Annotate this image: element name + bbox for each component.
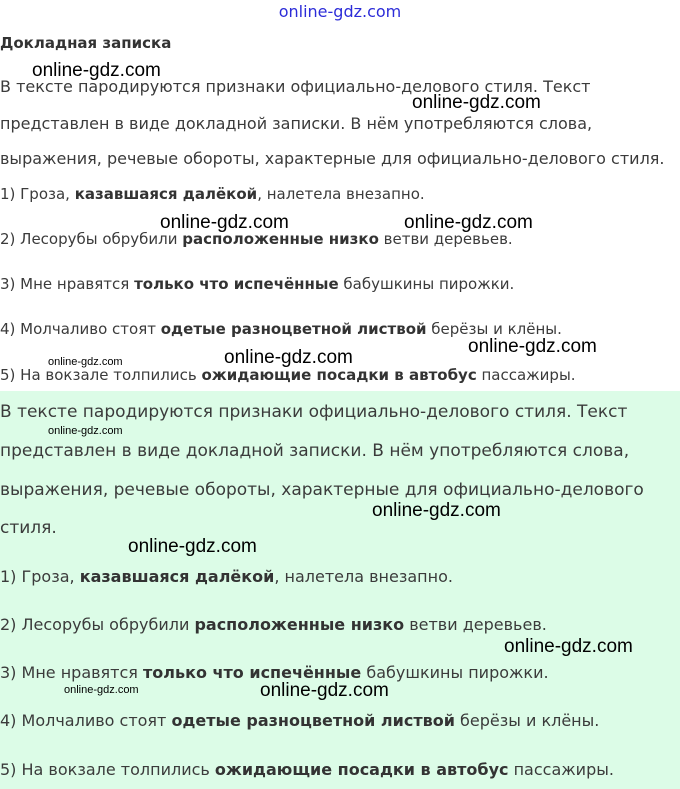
answer-list-item: [0, 567, 453, 586]
list-item: [0, 275, 514, 293]
item-bold-phrase: только что испечённые: [143, 663, 362, 682]
item-text: бабушкины пирожки.: [361, 663, 549, 682]
watermark: online-gdz.com: [32, 60, 161, 81]
watermark: online-gdz.com: [224, 347, 353, 368]
answer-list-item: [0, 711, 599, 730]
item-text: ветви деревьев.: [404, 615, 547, 634]
watermark: online-gdz.com: [48, 356, 123, 368]
item-text: берёзы и клёны.: [426, 320, 562, 338]
site-header-link[interactable]: online-gdz.com: [278, 2, 402, 21]
item-text: 1) Гроза,: [0, 185, 75, 203]
answer-list-item: [0, 615, 547, 634]
page-title: Докладная записка: [0, 34, 172, 52]
answer-line-1: В тексте пародируются признаки официально-делового стиля. Текст: [0, 402, 628, 422]
item-bold-phrase: одетые разноцветной листвой: [160, 320, 427, 338]
watermark: online-gdz.com: [372, 500, 501, 521]
item-text: 4) Молчаливо стоят: [0, 320, 161, 338]
item-text: пассажиры.: [476, 366, 576, 384]
watermark: online-gdz.com: [128, 536, 257, 557]
item-text: 5) На вокзале толпились: [0, 366, 202, 384]
answer-line-2: представлен в виде докладной записки. В нём употребляются слова,: [0, 441, 630, 461]
item-text: 2) Лесорубы обрубили: [0, 615, 195, 634]
item-text: 5) На вокзале толпились: [0, 760, 215, 779]
list-item: [0, 185, 425, 203]
answer-line-3: выражения, речевые обороты, характерные для официально-делового: [0, 480, 644, 500]
item-text: 3) Мне нравятся: [0, 663, 144, 682]
item-text: 2) Лесорубы обрубили: [0, 230, 183, 248]
item-text: бабушкины пирожки.: [338, 275, 515, 293]
item-text: 4) Молчаливо стоят: [0, 711, 172, 730]
watermark: online-gdz.com: [64, 684, 139, 696]
watermark: online-gdz.com: [48, 425, 123, 437]
answer-list-item: [0, 760, 614, 779]
item-text: берёзы и клёны.: [454, 711, 600, 730]
item-bold-phrase: расположенные низко: [182, 230, 379, 248]
watermark: online-gdz.com: [412, 92, 541, 113]
intro-line-3: выражения, речевые обороты, характерные для официально-делового стиля.: [0, 149, 665, 168]
item-bold-phrase: ожидающие посадки в автобус: [214, 760, 509, 779]
item-text: пассажиры.: [508, 760, 614, 779]
intro-line-1: В тексте пародируются признаки официально-делового стиля. Текст: [0, 77, 591, 96]
item-bold-phrase: расположенные низко: [194, 615, 405, 634]
watermark: online-gdz.com: [468, 336, 597, 357]
watermark: online-gdz.com: [160, 212, 289, 233]
item-bold-phrase: казавшаяся далёкой: [79, 567, 275, 586]
answer-line-4: стиля.: [0, 518, 57, 538]
item-text: 1) Гроза,: [0, 567, 80, 586]
item-bold-phrase: одетые разноцветной листвой: [171, 711, 455, 730]
watermark: online-gdz.com: [260, 680, 389, 701]
watermark: online-gdz.com: [504, 636, 633, 657]
item-bold-phrase: казавшаяся далёкой: [74, 185, 258, 203]
intro-line-2: представлен в виде докладной записки. В нём употребляются слова,: [0, 114, 593, 133]
item-bold-phrase: ожидающие посадки в автобус: [201, 366, 477, 384]
item-bold-phrase: только что испечённые: [134, 275, 339, 293]
watermark: online-gdz.com: [404, 212, 533, 233]
item-text: , налетела внезапно.: [274, 567, 453, 586]
item-text: 3) Мне нравятся: [0, 275, 135, 293]
item-text: ветви деревьев.: [378, 230, 513, 248]
item-text: , налетела внезапно.: [257, 185, 425, 203]
